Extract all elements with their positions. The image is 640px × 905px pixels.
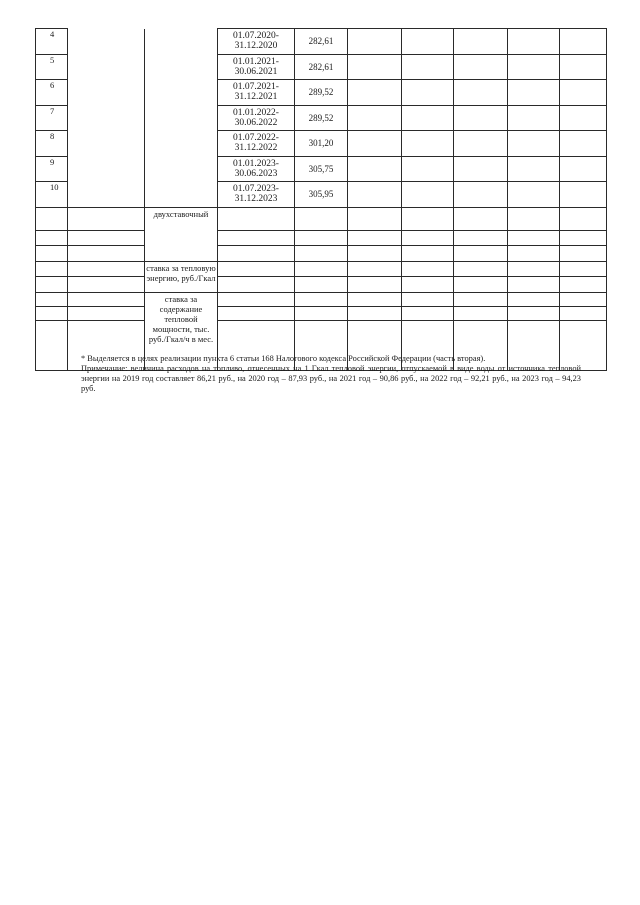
empty-cell [348, 105, 402, 131]
empty-cell [402, 29, 454, 55]
empty-cell [454, 29, 508, 55]
tariff-value: 282,61 [295, 29, 348, 55]
period-cell: 01.01.2023-30.06.2023 [218, 156, 295, 182]
empty-cell [508, 156, 560, 182]
empty-cell [560, 156, 607, 182]
empty-cell [508, 182, 560, 208]
table-row [36, 29, 607, 55]
empty-cell [348, 80, 402, 106]
period-cell: 01.01.2021-30.06.2021 [218, 54, 295, 80]
table-row [36, 105, 607, 131]
empty-cell [402, 105, 454, 131]
empty-cell [348, 131, 402, 157]
empty-cell [508, 131, 560, 157]
empty-cell [68, 182, 145, 208]
row-number: 4 [36, 29, 68, 55]
empty-cell [560, 54, 607, 80]
energy-rate-label: ставка за тепловую энергию, руб./Гкал [145, 261, 218, 292]
empty-cell [68, 80, 145, 106]
period-cell: 01.07.2023-31.12.2023 [218, 182, 295, 208]
empty-cell [454, 156, 508, 182]
empty-cell [68, 131, 145, 157]
two-rate-section [36, 207, 607, 370]
row-number: 5 [36, 54, 68, 80]
empty-cell [402, 182, 454, 208]
empty-cell [454, 80, 508, 106]
empty-cell [508, 54, 560, 80]
empty-cell [145, 182, 218, 208]
empty-cell [145, 29, 218, 55]
table-row [36, 156, 607, 182]
table-row [36, 54, 607, 80]
empty-cell [145, 80, 218, 106]
tariff-table [35, 28, 607, 371]
period-cell: 01.01.2022-30.06.2022 [218, 105, 295, 131]
tariff-value: 301,20 [295, 131, 348, 157]
empty-cell [145, 131, 218, 157]
footnote: * Выделяется в целях реализации пункта 6 статьи 168 Налогового кодекса Российской Федерации (часть вторая). [81, 354, 486, 363]
period-cell: 01.07.2022-31.12.2022 [218, 131, 295, 157]
empty-cell [402, 54, 454, 80]
tariff-value: 289,52 [295, 80, 348, 106]
empty-cell [560, 80, 607, 106]
empty-cell [508, 29, 560, 55]
empty-cell [68, 156, 145, 182]
period-cell: 01.07.2020-31.12.2020 [218, 29, 295, 55]
tariff-value: 289,52 [295, 105, 348, 131]
empty-cell [508, 105, 560, 131]
table-row [36, 80, 607, 106]
empty-cell [508, 80, 560, 106]
two-rate-label: двухставочный [145, 207, 218, 261]
empty-cell [68, 105, 145, 131]
empty-cell [454, 54, 508, 80]
empty-cell [348, 29, 402, 55]
capacity-rate-label: ставка за содержание тепловой мощности, тыс. руб./Гкал/ч в мес. [145, 292, 218, 370]
empty-cell [68, 29, 145, 55]
tariff-value: 282,61 [295, 54, 348, 80]
empty-cell [454, 105, 508, 131]
tariff-value: 305,95 [295, 182, 348, 208]
period-cell: 01.07.2021-31.12.2021 [218, 80, 295, 106]
empty-cell [145, 105, 218, 131]
empty-cell [560, 131, 607, 157]
empty-cell [402, 80, 454, 106]
empty-cell [348, 156, 402, 182]
empty-cell [560, 182, 607, 208]
row-number: 6 [36, 80, 68, 106]
empty-cell [560, 105, 607, 131]
empty-cell [560, 29, 607, 55]
empty-cell [454, 131, 508, 157]
tariff-value: 305,75 [295, 156, 348, 182]
table-row [36, 182, 607, 208]
empty-cell [145, 54, 218, 80]
remark: Примечание: величина расходов на топливо, отнесенных на 1 Гкал тепловой энергии, отпускаемой в виде воды от источника тепловой энергии на 2019 год составляет 86,21 руб., на 2020 год – 87,93 руб., на 2021 год – 90,86 руб., на 2022 год – 92,21 руб., на 2023 год – 94,23 руб. [81, 364, 581, 394]
empty-cell [348, 182, 402, 208]
notes [81, 354, 581, 394]
table-row [36, 131, 607, 157]
empty-cell [402, 156, 454, 182]
row-number: 10 [36, 182, 68, 208]
empty-cell [348, 54, 402, 80]
row-number: 7 [36, 105, 68, 131]
empty-cell [454, 182, 508, 208]
empty-cell [145, 156, 218, 182]
row-number: 9 [36, 156, 68, 182]
empty-cell [402, 131, 454, 157]
row-number: 8 [36, 131, 68, 157]
empty-cell [68, 54, 145, 80]
